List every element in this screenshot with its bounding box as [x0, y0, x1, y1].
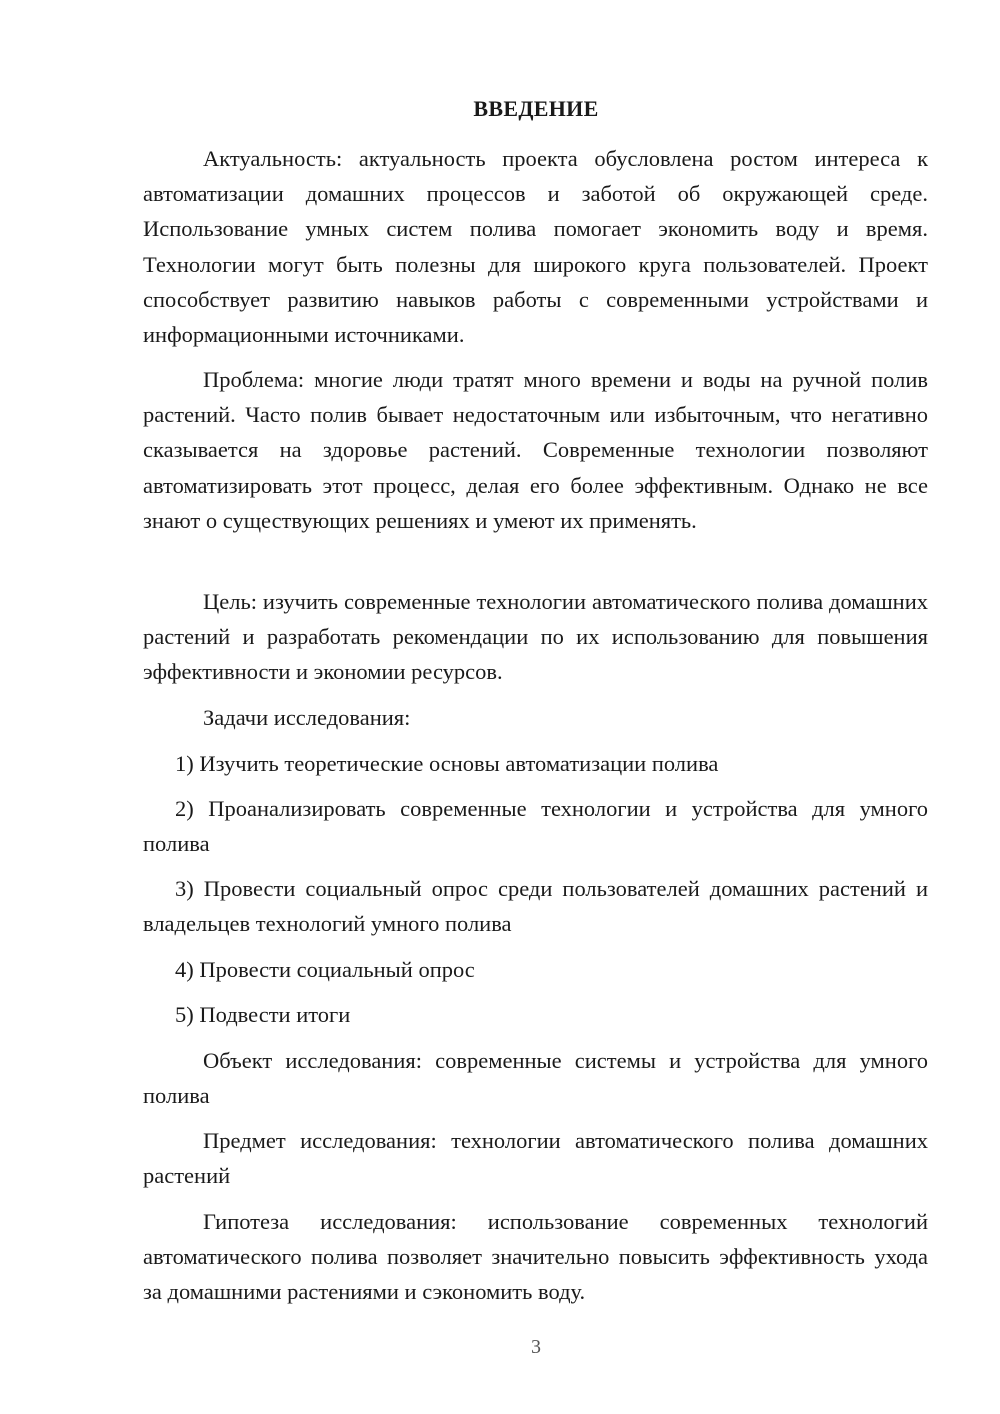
paragraph-relevance: Актуальность: актуальность проекта обусловлена ростом интереса к автоматизации домашних процессов и заботой об окружающей среде. Использование умных систем полива помогает экономить воду и время. Технологии могут быть полезны для широкого круга пользователей. Проект способствует развитию навыков работы с современными устройствами и информационными источниками. [143, 146, 928, 348]
task-item-5: 5) Подвести итоги [175, 1002, 351, 1027]
paragraph-problem: Проблема: многие люди тратят много времени и воды на ручной полив растений. Часто полив бывает недостаточным или избыточным, что негативно сказывается на здоровье растений. Современные технологии позволяют автоматизировать этот процесс, делая его более эффективным. Однако не все знают о существующих решениях и умеют их применять. [143, 367, 928, 533]
page-number: 3 [531, 1336, 541, 1358]
task-item-4: 4) Провести социальный опрос [175, 957, 475, 982]
tasks-heading: Задачи исследования: [203, 705, 411, 730]
task-item-3: 3) Провести социальный опрос среди пользователей домашних растений и владельцев технологий умного полива [143, 876, 928, 937]
paragraph-hypothesis: Гипотеза исследования: использование современных технологий автоматического полива позволяет значительно повысить эффективность ухода за домашними растениями и сэкономить воду. [143, 1209, 928, 1305]
task-item-2: 2) Проанализировать современные технологии и устройства для умного полива [143, 796, 928, 857]
paragraph-subject: Предмет исследования: технологии автоматического полива домашних растений [143, 1128, 928, 1189]
paragraph-object: Объект исследования: современные системы и устройства для умного полива [143, 1048, 928, 1109]
paragraph-goal: Цель: изучить современные технологии автоматического полива домашних растений и разработать рекомендации по их использованию для повышения эффективности и экономии ресурсов. [143, 589, 928, 685]
section-title: ВВЕДЕНИЕ [473, 96, 599, 121]
task-item-1: 1) Изучить теоретические основы автоматизации полива [175, 751, 719, 776]
